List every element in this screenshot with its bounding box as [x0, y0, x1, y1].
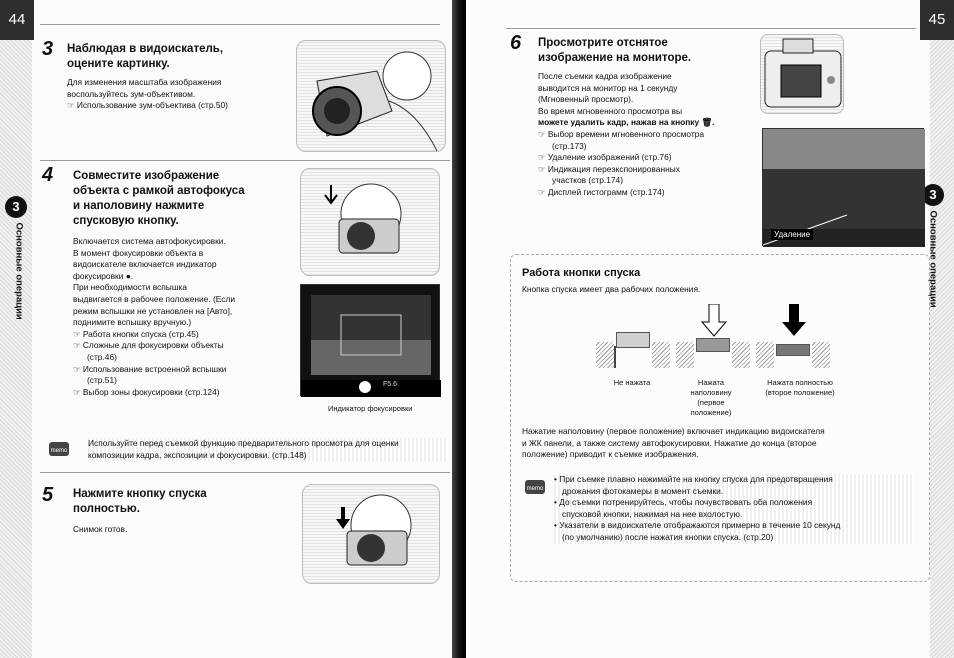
step-6-ref: ☞ Индикация переэкспонированных: [538, 163, 680, 174]
step-5-title: [73, 487, 207, 517]
step-4-ref: ☞ Выбор зоны фокусировки (стр.124): [73, 386, 220, 397]
step-4-body: [73, 236, 235, 398]
step-4-ref: (стр.46): [87, 351, 117, 362]
illustration-woman-zoom: [296, 40, 446, 152]
step-6-number: 6: [510, 32, 522, 54]
camera-back-drawing: [761, 35, 844, 114]
memo-bullet: • Указатели в видоискателе отображаются примерно в течение 10 секунд: [554, 520, 841, 531]
memo-icon: [524, 478, 546, 496]
memo-icon: [48, 440, 70, 458]
page-number-left: 44: [0, 0, 34, 40]
memo-line: Используйте перед съемкой функцию предварительного просмотра для оценки: [88, 438, 399, 448]
step-4-title: [73, 169, 245, 229]
memo-bullet: • При съемке плавно нажимайте на кнопку спуска для предотвращения: [554, 474, 833, 484]
divider: [40, 160, 450, 161]
step-6-text: После съемки кадра изображение: [538, 71, 672, 81]
button-housing: [732, 342, 750, 368]
section-tab-label: Основные операции: [927, 210, 939, 308]
step-4-text: видоискателе включается индикатор: [73, 259, 217, 270]
svg-text:memo: memo: [50, 448, 68, 454]
button-housing: [652, 342, 670, 368]
viewfinder-aperture: F5.6: [383, 381, 398, 388]
step-4-title-line: спусковую кнопку.: [73, 215, 179, 227]
svg-text:memo: memo: [526, 486, 544, 492]
memo-bullet: дрожания фотокамеры в момент съемки.: [562, 485, 724, 496]
step-6-ref: ☞ Удаление изображений (стр.76): [538, 152, 672, 163]
state-half-label: [676, 378, 746, 418]
page-edge-texture: [927, 0, 954, 658]
button-body: [614, 346, 616, 368]
button-housing: [676, 342, 694, 368]
step-5-number: 5: [42, 484, 54, 506]
state-half-line: наполовину: [690, 388, 732, 397]
step-3-title-line2: оцените картинку.: [67, 58, 170, 70]
step-4-text: В момент фокусировки объекта в: [73, 247, 204, 258]
full-press-drawing: [303, 485, 440, 584]
monitor-playback-image: [762, 128, 924, 246]
camera-zoom-drawing: [297, 41, 446, 152]
state-full-line: Нажата полностью: [767, 378, 833, 387]
memo-bullet: • До съемки потренируйтесь, чтобы почувствовать оба положения: [554, 497, 813, 508]
memo-bullet: спусковой кнопки, нажимая на нее вхолостую.: [562, 508, 743, 519]
state-half-line: Нажата: [697, 378, 725, 387]
step-3-number: 3: [42, 38, 54, 60]
step-4-title-line: объекта с рамкой автофокуса: [73, 185, 245, 197]
shutter-explanation: [522, 426, 825, 461]
step-6-body: [538, 71, 714, 199]
memo-bullet: (по умолчанию) после нажатия кнопки спуска. (стр.20): [562, 531, 774, 542]
button-housing: [596, 342, 614, 368]
divider: [40, 472, 450, 473]
page-number-right: 45: [920, 0, 954, 40]
step-3-text: Для изменения масштаба изображения: [67, 77, 222, 87]
state-half-line: (первое: [697, 398, 725, 407]
step-4-ref: ☞ Использование встроенной вспышки: [73, 363, 227, 374]
step-6-title-line: изображение на мониторе.: [538, 52, 692, 64]
step-5-title-line: полностью.: [73, 503, 140, 515]
arrow-half-press-icon: [700, 304, 728, 338]
step-6-text: выводится на монитор на 1 секунду: [538, 82, 678, 93]
illustration-full-press: [302, 484, 440, 584]
button-housing: [756, 342, 774, 368]
half-press-drawing: [301, 169, 440, 276]
memo-text: [88, 438, 448, 461]
memo-text: [554, 474, 914, 544]
right-page: [466, 0, 954, 658]
step-3-title: [67, 42, 223, 72]
step-4-text: режим вспышки не установлен на [Авто],: [73, 305, 233, 316]
step-4-title-line: Совместите изображение: [73, 170, 220, 182]
step-6-ref: ☞ Дисплей гистограмм (стр.174): [538, 186, 665, 197]
button-half-pressed: [696, 338, 730, 352]
step-5-body: Снимок готов.: [73, 524, 128, 534]
shutter-heading: Работа кнопки спуска: [522, 267, 641, 279]
step-3-title-line1: Наблюдая в видоискатель,: [67, 43, 224, 55]
step-4-title-line: и наполовину нажмите: [73, 200, 205, 212]
shutter-explanation-line: Нажатие наполовину (первое положение) включает индикацию видоискателя: [522, 426, 825, 436]
viewfinder-caption: Индикатор фокусировки: [328, 404, 413, 413]
shutter-intro: Кнопка спуска имеет два рабочих положения.: [522, 284, 701, 294]
viewfinder-image: [300, 284, 440, 396]
button-housing: [812, 342, 830, 368]
left-page: [0, 0, 466, 658]
step-4-text: поднимите вспышку вручную.): [73, 317, 192, 328]
shutter-explanation-line: и ЖК панели, а также систему автофокусировки. Нажатие до конца (второе: [522, 437, 817, 448]
top-rule: [506, 28, 916, 29]
delete-label: Удаление: [771, 229, 813, 240]
step-6-ref: (стр.173): [552, 140, 587, 151]
step-6-title-line: Просмотрите отснятое: [538, 37, 668, 49]
step-4-text: выдвигается в рабочее положение. (Если: [73, 293, 236, 304]
step-4-text: При необходимости вспышка: [73, 282, 188, 293]
state-released-label: Не нажата: [613, 378, 651, 387]
arrow-full-press-icon: [780, 304, 808, 338]
step-3-ref: ☞ Использование зум-объектива (стр.50): [67, 100, 228, 111]
state-full-line: (второе положение): [765, 388, 835, 397]
step-4-text: фокусировки ●.: [73, 270, 134, 281]
step-3-text: воспользуйтесь зум-объективом.: [67, 88, 196, 99]
shutter-explanation-line: положение) приводит к съемке изображения.: [522, 449, 699, 460]
step-6-text: Во время мгновенного просмотра вы: [538, 105, 683, 116]
step-4-text: Включается система автофокусировки.: [73, 236, 226, 246]
top-rule: [40, 24, 440, 25]
step-4-ref: ☞ Сложные для фокусировки объекты: [73, 340, 224, 351]
step-6-text: можете удалить кадр, нажав на кнопку 🗑.: [538, 117, 715, 128]
step-4-ref: (стр.51): [87, 375, 117, 386]
state-half-line: положение): [690, 408, 732, 417]
step-6-title: [538, 36, 691, 66]
step-3-body: [67, 77, 228, 112]
memo-line: композиции кадра, экспозиции и фокусировки. (стр.148): [88, 449, 307, 460]
viewfinder-scene: [301, 285, 441, 397]
step-5-title-line: Нажмите кнопку спуска: [73, 488, 207, 500]
section-tab-number: 3: [922, 184, 944, 206]
section-tab-number: 3: [5, 196, 27, 218]
button-released: [616, 332, 650, 348]
camera-back-illustration: [760, 34, 844, 114]
step-6-text: (Мгновенный просмотр).: [538, 94, 634, 105]
step-6-ref: ☞ Выбор времени мгновенного просмотра: [538, 128, 704, 139]
button-full-pressed: [776, 344, 810, 356]
section-tab-label: Основные операции: [13, 222, 25, 320]
step-6-ref: участков (стр.174): [552, 175, 623, 186]
illustration-woman-viewfinder: [300, 168, 440, 276]
step-4-ref: ☞ Работа кнопки спуска (стр.45): [73, 328, 199, 339]
state-full-label: [750, 378, 850, 398]
step-4-number: 4: [42, 164, 54, 186]
